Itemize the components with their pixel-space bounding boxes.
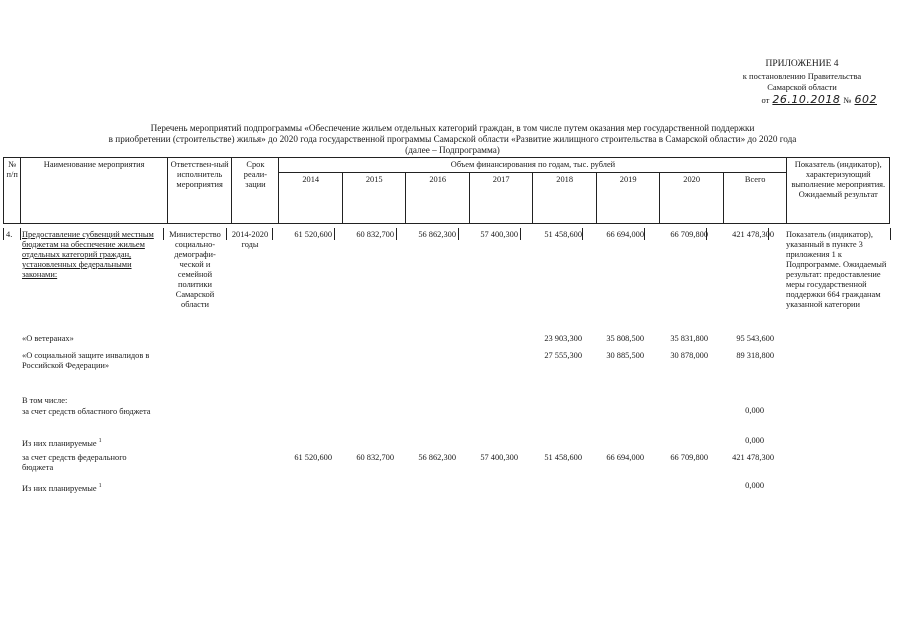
- veterans-total: 95 543,600: [736, 334, 774, 343]
- year-header: 2019: [596, 173, 659, 224]
- federal-budget-name: за счет средств федерального бюджета: [22, 453, 127, 472]
- document-title: [30, 123, 875, 156]
- planned2-footnote: 1: [98, 483, 102, 489]
- col-period-header: Срок реали-зации: [232, 158, 279, 224]
- federal-2017: 57 400,300: [480, 453, 518, 462]
- planned1-name: Из них планируемые: [22, 438, 97, 448]
- planned1-footnote: 1: [98, 438, 102, 444]
- regional-budget-total: 0,000: [745, 406, 764, 415]
- planned1-total: 0,000: [745, 436, 764, 445]
- row-indicator: Показатель (индикатор), указанный в пункте 3 приложения 1 к Подпрограмме. Ожидаемый результат: предоставление меры государственной поддержки 664 гражданам указанной категории: [786, 230, 887, 309]
- federal-2014: 61 520,600: [294, 453, 332, 462]
- title-line1: Перечень мероприятий подпрограммы «Обеспечение жильем отдельных категорий граждан, в том числе путем оказания мер государственной поддержки: [150, 123, 755, 133]
- handwritten-number: 602: [854, 92, 877, 106]
- disabled-2019: 30 885,500: [606, 351, 644, 360]
- title-line3: (далее – Подпрограмма): [405, 145, 500, 155]
- row-period: 2014-2020 годы: [231, 230, 269, 249]
- appendix-title: ПРИЛОЖЕНИЕ 4: [765, 59, 839, 69]
- year-header: 2017: [469, 173, 532, 224]
- date-prefix: от: [761, 94, 770, 105]
- federal-2019: 66 694,000: [606, 453, 644, 462]
- year-header: 2015: [342, 173, 405, 224]
- federal-2020: 66 709,800: [670, 453, 708, 462]
- federal-2015: 60 832,700: [356, 453, 394, 462]
- row-name: Предоставление субвенций местным бюджетам на обеспечение жильем отдельных категорий граждан, установленных федеральными законами:: [22, 230, 154, 279]
- sub-disabled-name: «О социальной защите инвалидов в Российской Федерации»: [22, 351, 150, 370]
- disabled-total: 89 318,800: [736, 351, 774, 360]
- year-header: 2020: [660, 173, 723, 224]
- sub-veterans-name: «О ветеранах»: [22, 334, 74, 343]
- federal-2018: 51 458,600: [544, 453, 582, 462]
- number-prefix: №: [843, 94, 852, 105]
- title-line2: в приобретении (строительстве) жилья» до 2020 года государственной программы Самарской области «Развитие жилищного строительства в Самарской области» до 2020 года: [108, 134, 797, 144]
- appendix-line2: Самарской области: [767, 82, 837, 92]
- appendix-line1: к постановлению Правительства: [742, 70, 862, 81]
- veterans-2020: 35 831,800: [670, 334, 708, 343]
- year-header: 2014: [279, 173, 342, 224]
- table-header-row: [4, 158, 890, 173]
- col-funding-header: Объем финансирования по годам, тыс. рублей: [279, 158, 787, 173]
- col-num-header: № п/п: [4, 158, 21, 224]
- disabled-2020: 30 878,000: [670, 351, 708, 360]
- planned2-label: [22, 481, 102, 494]
- value-total: 421 478,300: [732, 230, 774, 239]
- col-name-header: Наименование мероприятия: [21, 158, 167, 224]
- veterans-2019: 35 808,500: [606, 334, 644, 343]
- value-2020: 66 709,800: [670, 230, 708, 239]
- value-2014: 61 520,600: [294, 230, 332, 239]
- appendix-date-line: [727, 94, 877, 107]
- planned2-total: 0,000: [745, 481, 764, 490]
- regional-budget-name: за счет средств областного бюджета: [22, 407, 151, 416]
- value-2016: 56 862,300: [418, 230, 456, 239]
- including-label: В том числе:: [22, 396, 68, 405]
- measures-table: [3, 157, 890, 224]
- appendix-header: [727, 59, 877, 106]
- col-indicator-header: Показатель (индикатор), характеризующий выполнение мероприятия. Ожидаемый результат: [787, 158, 890, 224]
- col-executor-header: Ответствен-ный исполнитель мероприятия: [167, 158, 232, 224]
- planned2-name: Из них планируемые: [22, 483, 97, 493]
- value-2019: 66 694,000: [606, 230, 644, 239]
- value-2015: 60 832,700: [356, 230, 394, 239]
- row-executor: Министерство социально-демографи-ческой и семейной политики Самарской области: [169, 230, 221, 309]
- year-header: 2016: [406, 173, 469, 224]
- value-2017: 57 400,300: [480, 230, 518, 239]
- disabled-2018: 27 555,300: [544, 351, 582, 360]
- handwritten-date: 26.10.2018: [772, 92, 841, 106]
- value-2018: 51 458,600: [544, 230, 582, 239]
- total-header: Всего: [723, 173, 787, 224]
- federal-2016: 56 862,300: [418, 453, 456, 462]
- planned1-label: [22, 436, 102, 449]
- federal-total: 421 478,300: [732, 453, 774, 462]
- row-number: 4.: [6, 230, 13, 239]
- veterans-2018: 23 903,300: [544, 334, 582, 343]
- year-header: 2018: [533, 173, 596, 224]
